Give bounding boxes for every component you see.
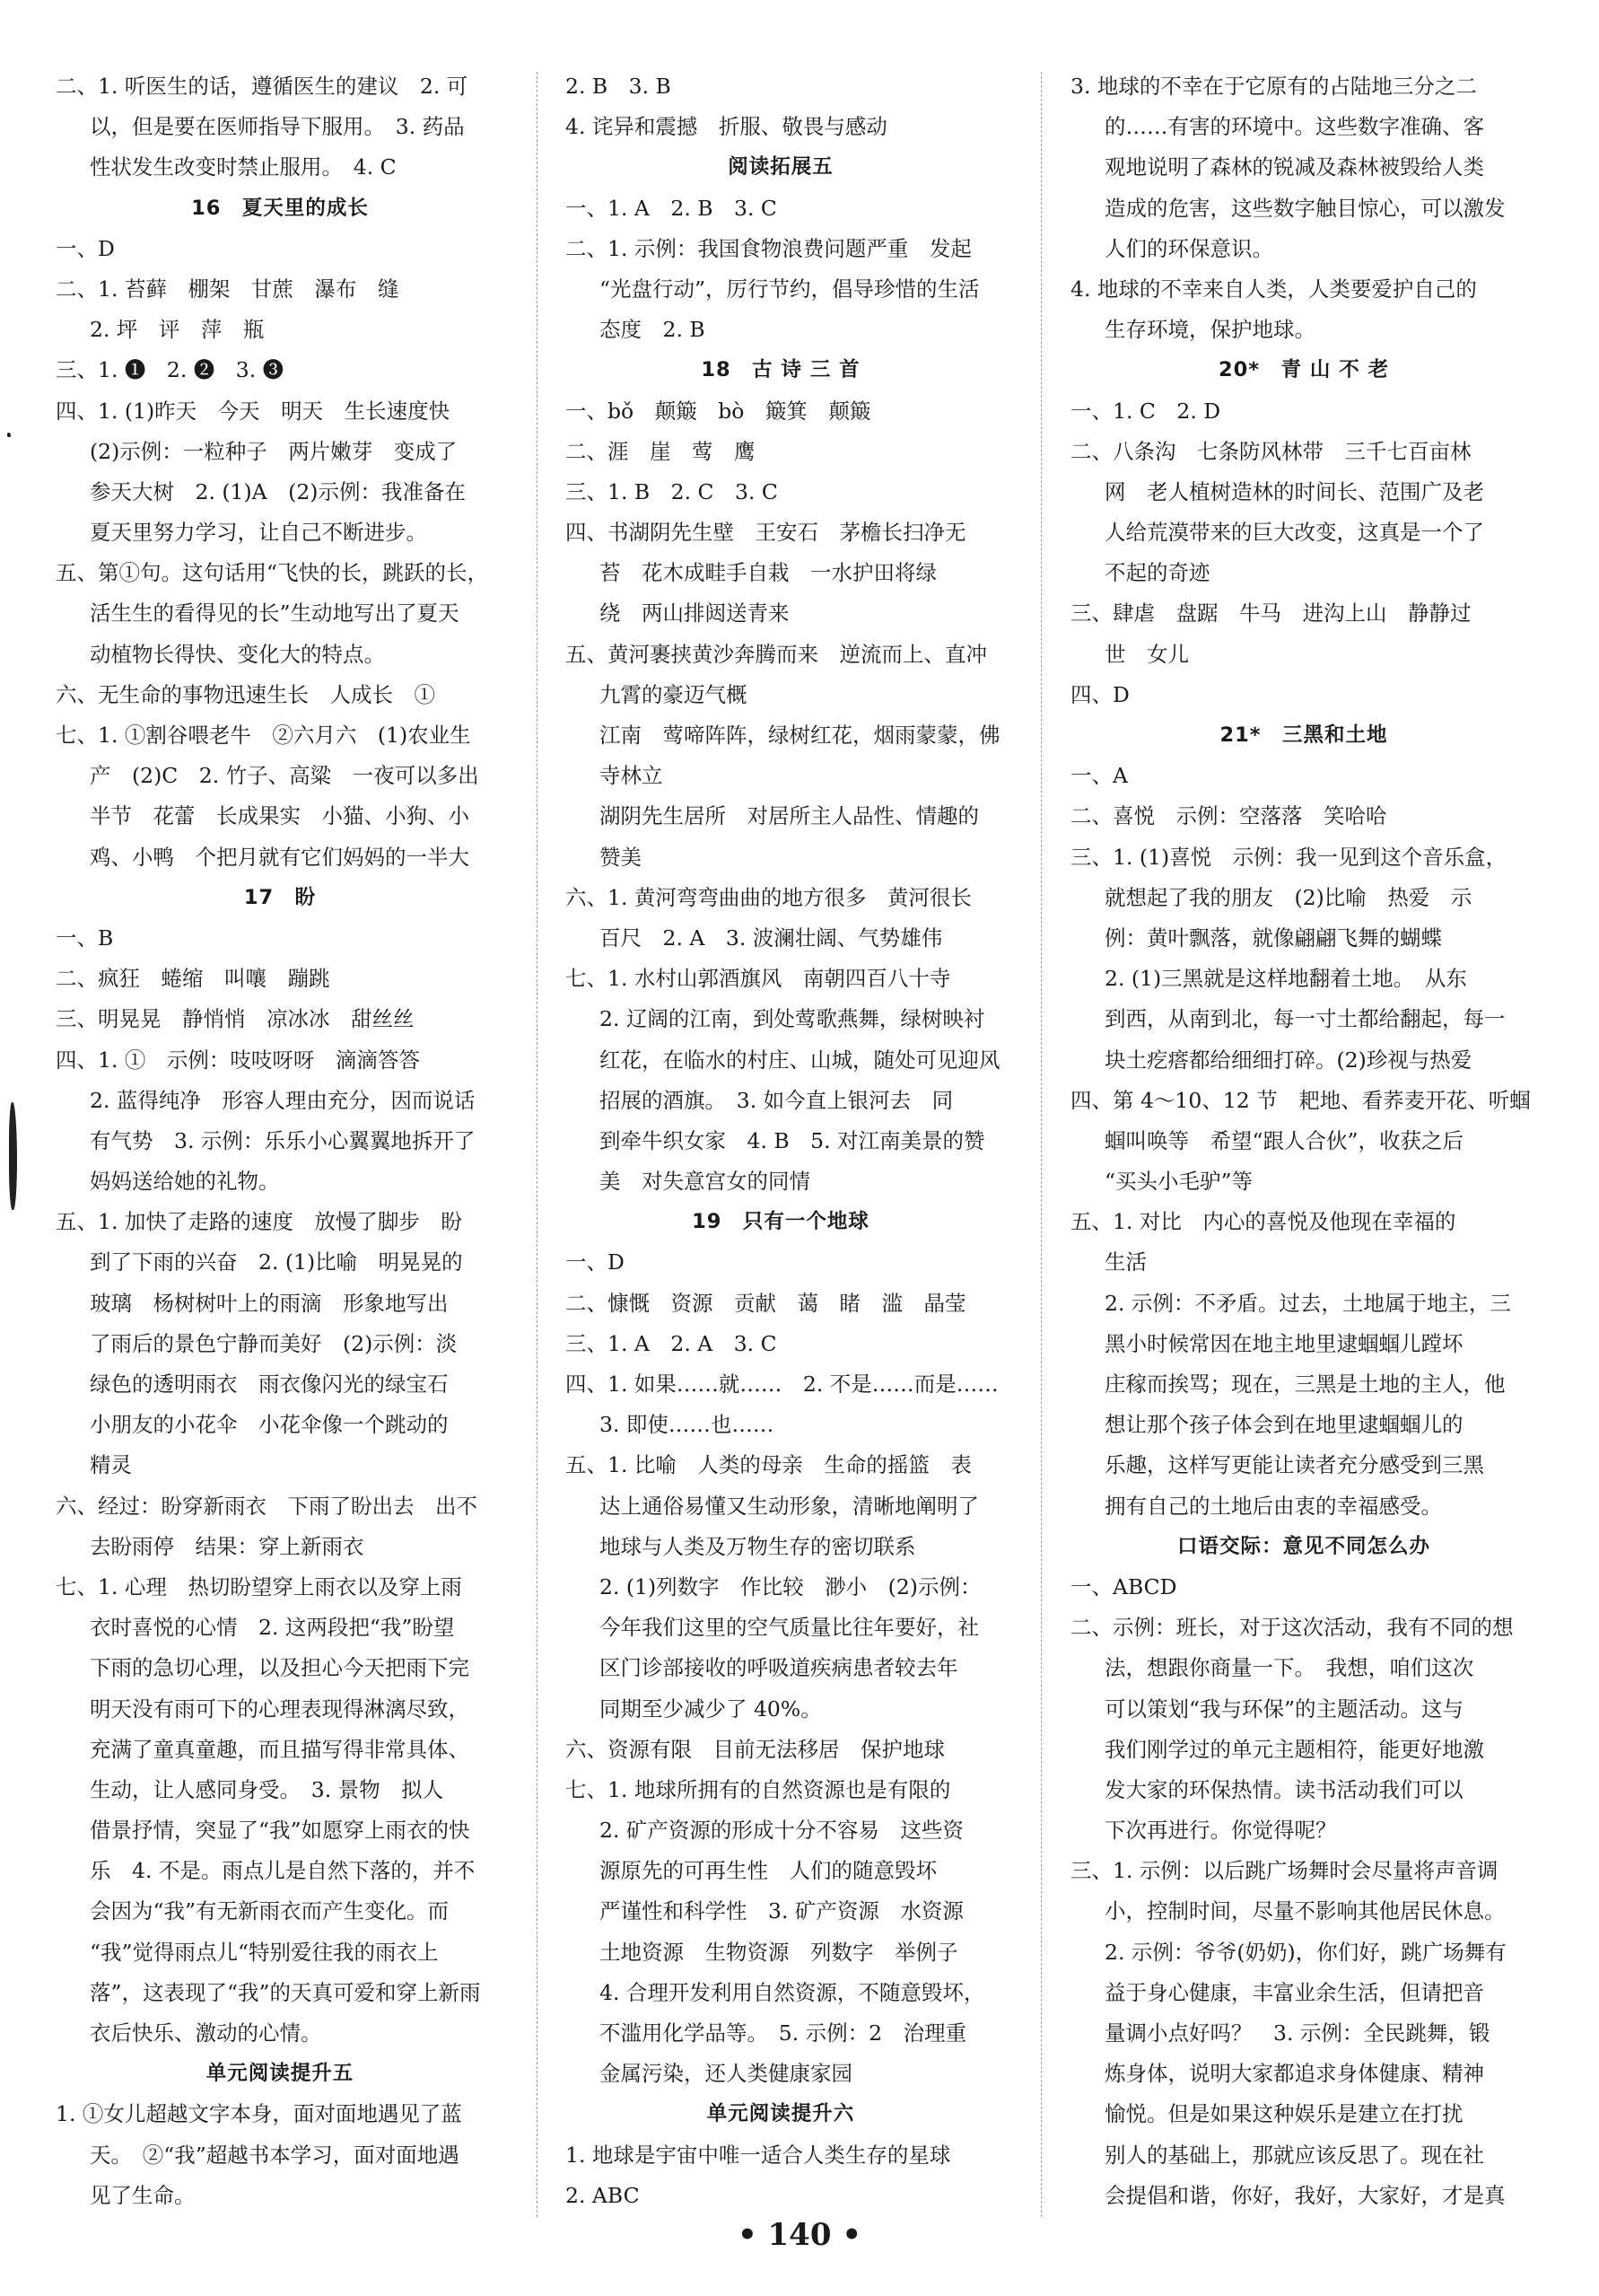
answer-line: 我们刚学过的单元主题相符，能更好地激: [1105, 1736, 1484, 1762]
section-heading: 18 古 诗 三 首: [701, 358, 861, 382]
answer-line: 红花，在临水的村庄、山城，随处可见迎风: [599, 1047, 1000, 1073]
answer-line: 见了生命。: [90, 2182, 196, 2208]
answer-line: 源原先的可再生性 人们的随意毁坏: [599, 1858, 937, 1884]
answer-line: 五、1. 比喻 人类的母亲 生命的摇篮 表: [565, 1452, 972, 1478]
answer-line: 到西，从南到北，每一寸土都给翻起，每一: [1105, 1006, 1506, 1032]
answer-line: 4. 合理开发利用自然资源，不随意毁坏，: [599, 1979, 985, 2005]
answer-line: 五、1. 对比 内心的喜悦及他现在幸福的: [1070, 1209, 1456, 1235]
answer-line: 活生生的看得见的长”生动地写出了夏天: [90, 600, 459, 627]
answer-line: 土地资源 生物资源 列数字 举例子: [599, 1939, 958, 1965]
section-heading: 单元阅读提升五: [205, 2062, 354, 2086]
answer-line: 不起的奇迹: [1105, 560, 1210, 586]
answer-line: 三、1. 示例：以后跳广场舞时会尽量将声音调: [1070, 1858, 1499, 1884]
answer-line: 2. (1)三黑就是这样地翻着土地。 从东: [1105, 966, 1467, 992]
answer-line: 不滥用化学品等。 5. 示例：2 治理重: [599, 2020, 967, 2046]
answer-line: 一、1. C 2. D: [1070, 398, 1221, 424]
answer-line: 金属污染，还人类健康家园: [599, 2061, 852, 2087]
section-heading: 21* 三黑和土地: [1219, 723, 1388, 747]
answer-line: 区门诊部接收的呼吸道疾病患者较去年: [599, 1655, 958, 1681]
answer-line: 落”，这表现了“我”的天真可爱和穿上新雨: [90, 1979, 481, 2005]
answer-line: 3. 地球的不幸在于它原有的占陆地三分之二: [1070, 74, 1477, 99]
answer-line: 2. 示例：爷爷(奶奶)，你们好，跳广场舞有: [1105, 1939, 1507, 1965]
answer-line: 百尺 2. A 3. 波澜壮阔、气势雄伟: [599, 925, 943, 951]
middle-column: [565, 66, 1000, 2216]
answer-line: 三、1. A 2. A 3. C: [565, 1330, 777, 1356]
answer-line: 三、1. (1)喜悦 示例：我一见到这个音乐盒，: [1070, 844, 1507, 870]
answer-line: 江南 莺啼阵阵，绿树红花，烟雨蒙蒙，佛: [599, 723, 1000, 748]
left-column: [56, 66, 504, 2216]
answer-line: 想让那个孩子体会到在地里逮蝈蝈儿的: [1105, 1412, 1464, 1438]
answer-line: 庄稼而挨骂；现在，三黑是土地的主人，他: [1105, 1371, 1506, 1397]
answer-line: 人们的环保意识。: [1105, 235, 1273, 261]
answer-line: 严谨性和科学性 3. 矿产资源 水资源: [599, 1898, 964, 1924]
answer-line: 七、1. 水村山郭酒旗风 南朝四百八十寺: [565, 966, 951, 992]
answer-line: 到牵牛织女家 4. B 5. 对江南美景的赞: [599, 1127, 985, 1153]
answer-line: 今年我们这里的空气质量比往年要好，社: [599, 1615, 979, 1641]
answer-line: 湖阴先生居所 对居所主人品性、情趣的: [599, 803, 979, 829]
answer-line: 七、1. 心理 热切盼望穿上雨衣以及穿上雨: [56, 1573, 462, 1599]
answer-line: 态度 2. B: [599, 317, 705, 343]
section-heading: 17 盼: [243, 885, 317, 909]
answer-line: 二、喜悦 示例：空落落 笑哈哈: [1070, 803, 1387, 829]
answer-line: 美 对失意宫女的同情: [599, 1169, 810, 1195]
answer-line: 六、无生命的事物迅速生长 人成长 ①: [56, 681, 435, 707]
answer-line: 招展的酒旗。 3. 如今直上银河去 同: [599, 1087, 954, 1113]
section-heading: 单元阅读提升六: [706, 2102, 855, 2126]
answer-line: “我”觉得雨点儿“特别爱往我的雨衣上: [90, 1939, 439, 1965]
answer-line: 生存环境，保护地球。: [1105, 317, 1315, 343]
answer-line: 四、1. (1)昨天 今天 明天 生长速度快: [56, 398, 450, 424]
answer-line: 二、1. 示例：我国食物浪费问题严重 发起: [565, 235, 972, 261]
answer-line: 一、D: [56, 235, 115, 261]
answer-line: 四、书湖阴先生壁 王安石 茅檐长扫净无: [565, 520, 966, 546]
answer-line: 明天没有雨可下的心理表现得淋漓尽致，: [90, 1696, 469, 1722]
column-divider: [1041, 72, 1042, 2217]
answer-line: 鸡、小鸭 个把月就有它们妈妈的一半大: [90, 844, 469, 870]
answer-line: 拥有自己的土地后由衷的幸福感受。: [1105, 1493, 1442, 1519]
answer-line: 2. 坪 评 萍 瓶: [90, 317, 265, 343]
answer-line: 会提倡和谐，你好，我好，大家好，才是真: [1105, 2182, 1506, 2208]
answer-line: 六、资源有限 目前无法移居 保护地球: [565, 1736, 945, 1762]
answer-line: “买头小毛驴”等: [1105, 1169, 1254, 1195]
answer-line: 生活: [1105, 1249, 1147, 1275]
answer-line: 网 老人植树造林的时间长、范围广及老: [1105, 478, 1484, 504]
answer-line: 一、B: [56, 925, 114, 951]
answer-line: 夏天里努力学习，让自己不断进步。: [90, 520, 427, 546]
answer-line: 产 (2)C 2. 竹子、高粱 一夜可以多出: [90, 763, 479, 789]
section-heading: 口语交际：意见不同怎么办: [1176, 1534, 1430, 1558]
answer-line: 二、涯 崖 莺 鹰: [565, 438, 756, 464]
answer-line: 六、1. 黄河弯弯曲曲的地方很多 黄河很长: [565, 884, 972, 910]
answer-line: 绕 两山排闼送青来: [599, 600, 790, 627]
answer-line: 2. (1)列数字 作比较 渺小 (2)示例：: [599, 1573, 982, 1599]
answer-line: 4. 诧异和震撼 折服、敬畏与感动: [565, 114, 887, 140]
answer-line: 五、1. 加快了走路的速度 放慢了脚步 盼: [56, 1209, 462, 1235]
answer-line: 衣时喜悦的心情 2. 这两段把“我”盼望: [90, 1615, 455, 1641]
answer-line: 地球与人类及万物生存的密切联系: [599, 1533, 916, 1559]
answer-line: 发大家的环保热情。读书活动我们可以: [1105, 1776, 1464, 1802]
page-number: • 140 •: [737, 2217, 862, 2253]
answer-line: 参天大树 2. (1)A (2)示例：我准备在: [90, 478, 466, 504]
right-column: [1070, 66, 1537, 2216]
answer-line: 一、D: [565, 1249, 625, 1275]
answer-line: 二、疯狂 蜷缩 叫嚷 蹦跳: [56, 966, 330, 992]
answer-line: 妈妈送给她的礼物。: [90, 1169, 280, 1195]
answer-line: 益于身心健康，丰富业余生活，但请把音: [1105, 1979, 1484, 2005]
answer-line: 动植物长得快、变化大的特点。: [90, 641, 385, 667]
answer-line: 五、黄河裹挟黄沙奔腾而来 逆流而上、直冲: [565, 641, 987, 667]
answer-line: 七、1. ①割谷喂老牛 ②六月六 (1)农业生: [56, 723, 471, 748]
answer-line: 蝈叫唤等 希望“跟人合伙”，收获之后: [1105, 1127, 1464, 1153]
answer-line: 观地说明了森林的锐减及森林被毁给人类: [1105, 154, 1484, 180]
answer-line: 下雨的急切心理，以及担心今天把雨下完: [90, 1655, 469, 1681]
answer-line: 四、1. ① 示例：吱吱呀呀 滴滴答答: [56, 1047, 420, 1073]
answer-line: 半节 花蕾 长成果实 小猫、小狗、小: [90, 803, 469, 829]
section-heading: 20* 青 山 不 老: [1218, 358, 1390, 382]
answer-line: 四、第 4～10、12 节 耙地、看荞麦开花、听蝈: [1070, 1087, 1531, 1113]
answer-line: 2. 示例：不矛盾。过去，土地属于地主，三: [1105, 1290, 1511, 1316]
answer-line: 五、第①句。这句话用“飞快的长，跳跃的长，: [56, 560, 489, 586]
section-heading: 阅读拓展五: [728, 155, 834, 180]
answer-line: 了雨后的景色宁静而美好 (2)示例：淡: [90, 1330, 458, 1356]
answer-line: 会因为“我”有无新雨衣而产生变化。而: [90, 1898, 450, 1924]
answer-line: 四、D: [1070, 681, 1130, 707]
answer-line: 黑小时候常因在地主地里逮蝈蝈儿蹚坏: [1105, 1330, 1464, 1356]
answer-line: 小，控制时间，尽量不影响其他居民休息。: [1105, 1898, 1506, 1924]
answer-line: 绿色的透明雨衣 雨衣像闪光的绿宝石: [90, 1371, 449, 1397]
answer-line: 到了下雨的兴奋 2. (1)比喻 明晃晃的: [90, 1249, 463, 1275]
answer-line: 下次再进行。你觉得呢？: [1105, 1818, 1337, 1844]
answer-line: 人给荒漠带来的巨大改变，这真是一个了: [1105, 520, 1484, 546]
answer-line: 乐 4. 不是。雨点儿是自然下落的，并不: [90, 1858, 476, 1884]
answer-line: 2. B 3. B: [565, 74, 671, 99]
section-heading: 19 只有一个地球: [692, 1210, 869, 1234]
section-heading: 16 夏天里的成长: [191, 196, 369, 220]
answer-line: 2. ABC: [565, 2182, 640, 2208]
answer-line: 充满了童真童趣，而且描写得非常具体、: [90, 1736, 469, 1762]
answer-line: 3. 即使……也……: [599, 1412, 774, 1438]
answer-line: 造成的危害，这些数字触目惊心，可以激发: [1105, 195, 1506, 221]
answer-line: 达上通俗易懂又生动形象，清晰地阐明了: [599, 1493, 979, 1519]
answer-line: 二、八条沟 七条防风林带 三千七百亩林: [1070, 438, 1472, 464]
answer-line: 一、bǒ 颠簸 bò 簸箕 颠簸: [565, 398, 871, 424]
answer-line: 寺林立: [599, 763, 663, 789]
answer-line: 一、ABCD: [1070, 1573, 1177, 1599]
answer-line: 苔 花木成畦手自栽 一水护田将绿: [599, 560, 937, 586]
answer-line: 二、1. 苔藓 棚架 甘蔗 瀑布 缝: [56, 276, 399, 302]
answer-line: 生动，让人感同身受。 3. 景物 拟人: [90, 1776, 444, 1802]
answer-line: 七、1. 地球所拥有的自然资源也是有限的: [565, 1776, 951, 1802]
answer-line: 块土疙瘩都给细细打碎。(2)珍视与热爱: [1105, 1047, 1472, 1073]
answer-line: 就想起了我的朋友 (2)比喻 热爱 示: [1105, 884, 1472, 910]
answer-line: 三、1. ❶ 2. ❷ 3. ❸: [56, 357, 284, 383]
answer-line: 1. 地球是宇宙中唯一适合人类生存的星球: [565, 2142, 951, 2168]
answer-line: 衣后快乐、激动的心情。: [90, 2020, 322, 2046]
answer-line: 四、1. 如果……就…… 2. 不是……而是……: [565, 1371, 999, 1397]
answer-line: 三、明晃晃 静悄悄 凉冰冰 甜丝丝: [56, 1006, 415, 1032]
answer-line: 性状发生改变时禁止服用。 4. C: [90, 154, 397, 180]
answer-line: 玻璃 杨树树叶上的雨滴 形象地写出: [90, 1290, 449, 1316]
answer-line: 可以策划“我与环保”的主题活动。这与: [1105, 1696, 1464, 1722]
answer-line: 以，但是要在医师指导下服用。 3. 药品: [90, 114, 465, 140]
answer-line: 二、1. 听医生的话，遵循医生的建议 2. 可: [56, 74, 468, 99]
answer-line: 2. 辽阔的江南，到处莺歌燕舞，绿树映衬: [599, 1006, 985, 1032]
answer-line: 乐趣，这样写更能让读者充分感受到三黑: [1105, 1452, 1484, 1478]
answer-line: 精灵: [90, 1452, 132, 1478]
answer-line: 一、1. A 2. B 3. C: [565, 195, 777, 221]
answer-line: 去盼雨停 结果：穿上新雨衣: [90, 1533, 364, 1559]
answer-line: 有气势 3. 示例：乐乐小心翼翼地拆开了: [90, 1127, 476, 1153]
answer-line: 六、经过：盼穿新雨衣 下雨了盼出去 出不: [56, 1493, 477, 1519]
answer-line: (2)示例：一粒种子 两片嫩芽 变成了: [90, 438, 458, 464]
answer-line: 二、示例：班长，对于这次活动，我有不同的想: [1070, 1615, 1514, 1641]
answer-line: 2. 蓝得纯净 形容人理由充分，因而说话: [90, 1087, 476, 1113]
answer-line: 同期至少减少了 40%。: [599, 1696, 822, 1722]
answer-line: 二、慷慨 资源 贡献 蔼 睹 滥 晶莹: [565, 1290, 966, 1316]
answer-line: 愉悦。但是如果这种娱乐是建立在打扰: [1105, 2101, 1464, 2127]
answer-line: 天。 ②“我”超越书本学习，面对面地遇: [90, 2142, 459, 2168]
answer-line: 4. 地球的不幸来自人类，人类要爱护自己的: [1070, 276, 1477, 302]
answer-line: 法，想跟你商量一下。 我想，咱们这次: [1105, 1655, 1474, 1681]
answer-line: 九霄的豪迈气概: [599, 681, 747, 707]
answer-line: “光盘行动”，厉行节约，倡导珍惜的生活: [599, 276, 980, 302]
answer-line: 量调小点好吗？ 3. 示例：全民跳舞，锻: [1105, 2020, 1490, 2046]
answer-line: 三、1. B 2. C 3. C: [565, 478, 778, 504]
answer-line: 小朋友的小花伞 小花伞像一个跳动的: [90, 1412, 449, 1438]
answer-line: 炼身体，说明大家都追求身体健康、精神: [1105, 2061, 1484, 2087]
answer-line: 例：黄叶飘落，就像翩翩飞舞的蝴蝶: [1105, 925, 1442, 951]
answer-line: 别人的基础上，那就应该反思了。现在社: [1105, 2142, 1484, 2168]
answer-line: 世 女儿: [1105, 641, 1189, 667]
answer-line: 借景抒情，突显了“我”如愿穿上雨衣的快: [90, 1818, 470, 1844]
answer-line: 1. ①女儿超越文字本身，面对面地遇见了蓝: [56, 2101, 462, 2127]
scan-mark: [9, 1102, 17, 1210]
answer-line: 赞美: [599, 844, 642, 870]
answer-line: 三、肆虐 盘踞 牛马 进沟上山 静静过: [1070, 600, 1472, 627]
answer-line: 2. 矿产资源的形成十分不容易 这些资: [599, 1818, 964, 1844]
scan-mark: [7, 433, 11, 437]
answer-line: 的……有害的环境中。这些数字准确、客: [1105, 114, 1484, 140]
answer-line: 一、A: [1070, 763, 1128, 789]
